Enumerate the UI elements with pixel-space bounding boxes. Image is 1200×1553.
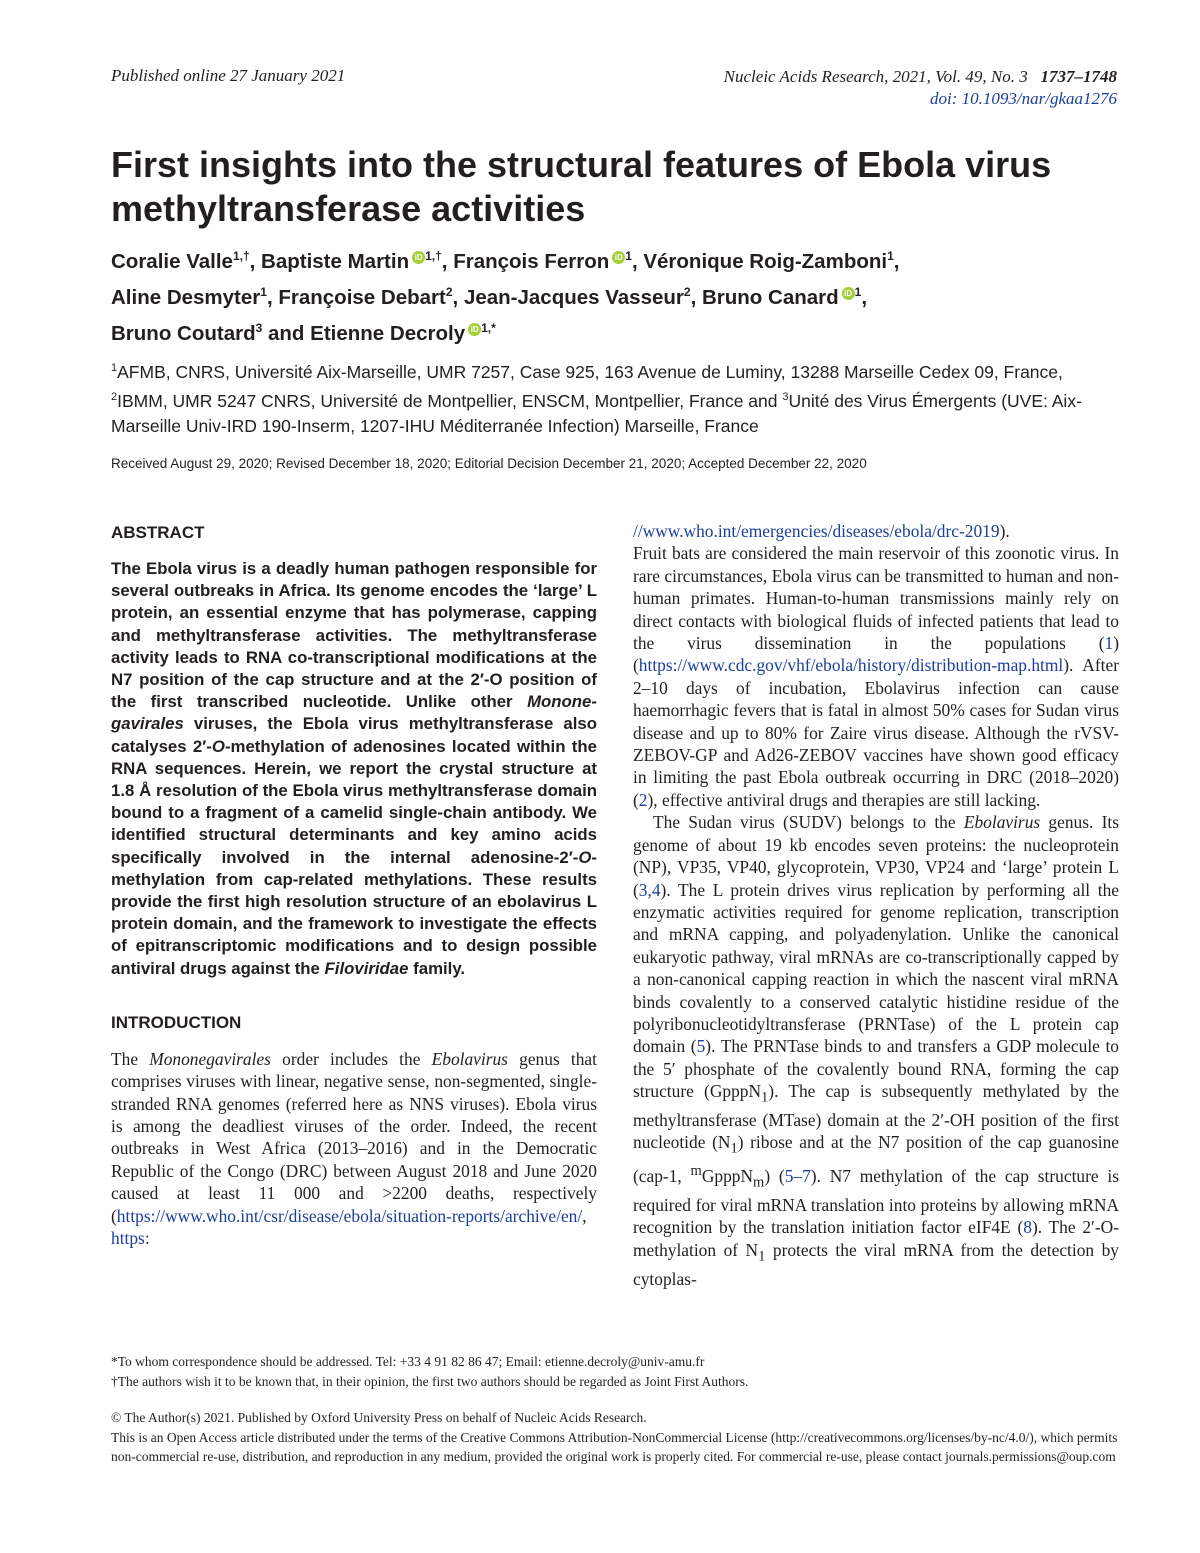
reference-link[interactable]: 1	[1104, 633, 1114, 654]
author-name: Véronique Roig-Zamboni	[643, 249, 888, 273]
author-separator: ,	[631, 249, 644, 273]
affil-marker: 2	[111, 390, 118, 403]
article-dates: Received August 29, 2020; Revised December 18, 2020; Editorial Decision December 21, 2020; Accepted December 22, 2020	[111, 456, 867, 471]
affil-marker: 3	[782, 390, 789, 403]
affiliation-2: IBMM, UMR 5247 CNRS, Université de Montpellier, ENSCM, Montpellier, France and	[117, 390, 783, 411]
author-affiliation-marker: 1,†	[232, 249, 250, 263]
orcid-icon[interactable]: iD	[842, 287, 855, 300]
correspondence-note: *To whom correspondence should be addressed. Tel: +33 4 91 82 86 47; Email: etienne.decroly@univ-amu.fr	[111, 1354, 705, 1369]
published-date: Published online 27 January 2021	[111, 66, 346, 85]
left-column	[111, 522, 597, 1250]
affil-marker: 1	[111, 362, 118, 374]
who-drc-link-part[interactable]: https:	[111, 1228, 150, 1249]
reference-link[interactable]: 8	[1023, 1217, 1032, 1238]
author-affiliation-marker: 2	[445, 284, 453, 299]
author-affiliation-marker: 1	[887, 249, 894, 263]
who-archive-link[interactable]: https://www.who.int/csr/disease/ebola/situation-reports/archive/en/	[116, 1205, 583, 1226]
author-separator: ,	[690, 285, 702, 309]
author-separator: ,	[441, 249, 454, 273]
intro-paragraph-1-continued: //www.who.int/emergencies/diseases/ebola/drc-2019).	[633, 521, 1010, 541]
orcid-icon[interactable]: iD	[468, 323, 481, 336]
author-separator: and	[262, 321, 311, 345]
intro-paragraph-3: The Sudan virus (SUDV) belongs to the Ebolavirus genus. Its genome of about 19 kb encodes seven proteins: the nucleoprotein (NP), VP35, VP40, glycoprotein, VP30, VP24 and ‘large’ protein L (3,4). The L protein drives virus replication by performing all the enzymatic activities required for genome replication, transcription and mRNA capping, and polyadenylation. Unlike the canonical eukaryotic pathway, viral mRNAs are co-transcriptionally capped by a non-canonical capping reaction in which the nascent viral mRNA binds covalently to a conserved catalytic histidine residue of the polyribonucleotidyltransferase (PRNTase) of the L protein cap domain (5). The PRNTase binds to and transfers a GDP molecule to the 5′ phosphate of the covalently bound RNA, forming the cap structure (GpppN$_1$). The cap is subsequently methylated by the methyltransferase (MTase) domain at the 2′-OH position of the first nucleotide $(N_1)$ ribose and at the N7 position of the cap guanosine (cap-1, $^m$GpppN$_m$) (5–7). N7 methylation of the cap structure is required for viral mRNA translation into proteins by allowing mRNA recognition by the translation initiation factor eIF4E (8). The 2′-O-methylation of $N_1$ protects the viral mRNA from the detection by cytoplas-	[633, 812, 1119, 1289]
author-name: Baptiste Martin	[261, 249, 410, 273]
author-list	[111, 241, 1111, 348]
abstract-heading: ABSTRACT	[111, 523, 205, 542]
copyright-notice	[111, 1408, 1131, 1467]
affiliations	[111, 356, 1111, 439]
author-separator: ,	[452, 285, 464, 309]
author-name: Bruno Coutard	[111, 321, 256, 345]
license-text: This is an Open Access article distributed under the terms of the Creative Commons Attribution-NonCommercial License (http://creativecommons.org/licenses/by-nc/4.0/), which permits non-commercial re-use, distribution, and reproduction in any medium, provided the original work is properly cited. For commercial re-use, please contact journals.permissions@oup.com	[111, 1429, 1118, 1464]
journal-citation	[724, 66, 1117, 110]
copyright-line: © The Author(s) 2021. Published by Oxford University Press on behalf of Nucleic Acids Research.	[111, 1410, 647, 1425]
right-column	[633, 520, 1119, 1290]
author-affiliation-marker: 3	[255, 320, 263, 335]
article-title: First insights into the structural features of Ebola virus methyltransferase activities	[111, 144, 1052, 229]
affiliation-3: Unité des Virus Émergents (UVE: Aix-Marseille Univ-IRD 190-Inserm, 1207-IHU Méditerranée Infection) Marseille, France	[111, 390, 1082, 436]
journal-name: Nucleic Acids Research, 2021, Vol. 49, No. 3	[723, 67, 1028, 86]
who-drc-link[interactable]: //www.who.int/emergencies/diseases/ebola/drc-2019	[633, 521, 1000, 541]
abstract-text: The Ebola virus is a deadly human pathogen responsible for several outbreaks in Africa. Its genome encodes the ‘large’ L protein, an essential enzyme that has polymerase, capping and methyltransferase activities. The methyltransferase activity leads to RNA co-transcriptional modifications at the N7 position of the cap structure and at the 2′-O position of the first transcribed nucleotide. Unlike other Mononegavirales viruses, the Ebola virus methyltransferase also catalyses 2′-O-methylation of adenosines located within the RNA sequences. Herein, we report the crystal structure at 1.8 Å resolution of the Ebola virus methyltransferase domain bound to a fragment of a camelid single-chain antibody. We identified structural determinants and key amino acids specifically involved in the internal adenosine-2′-O-methylation from cap-related methylations. These results provide the first high resolution structure of an ebolavirus L protein domain, and the framework to investigate the effects of epitranscriptomic modifications and to design possible antiviral drugs against the Filoviridae family.	[111, 559, 597, 978]
author-affiliation-marker: 1,*	[481, 320, 496, 335]
author-separator: ,	[249, 249, 262, 273]
author-affiliation-marker: 1	[854, 284, 862, 299]
author-name: François Ferron	[453, 249, 610, 273]
intro-paragraph-1: The Mononegavirales order includes the Ebolavirus genus that comprises viruses with linear, negative sense, non-segmented, single-stranded RNA genomes (referred here as NNS viruses). Ebola virus is among the deadliest viruses of the order. Indeed, the recent outbreaks in West Africa (2013–2016) and in the Democratic Republic of the Congo (DRC) between August 2018 and June 2020 caused at least 11 000 and >2200 deaths, respectively (https://www.who.int/csr/disease/ebola/situation-reports/archive/en/, https:	[111, 1048, 597, 1249]
author-separator: ,	[266, 285, 279, 309]
reference-link[interactable]: 5–7	[784, 1166, 811, 1187]
author-affiliation-marker: 1,†	[425, 249, 442, 263]
author-name: Etienne Decroly	[310, 321, 466, 345]
author-name: Françoise Debart	[278, 285, 446, 309]
reference-link[interactable]: 2	[638, 789, 648, 810]
doi-link[interactable]: doi: 10.1093/nar/gkaa1276	[930, 89, 1117, 108]
reference-link[interactable]: 5	[696, 1036, 706, 1057]
author-affiliation-marker: 1	[625, 249, 632, 263]
cdc-map-link[interactable]: https://www.cdc.gov/vhf/ebola/history/distribution-map.html	[638, 655, 1064, 676]
joint-authors-note: †The authors wish it to be known that, in their opinion, the first two authors should be regarded as Joint First Authors.	[111, 1373, 749, 1389]
reference-link[interactable]: 3,4	[638, 879, 661, 900]
author-separator: ,	[861, 285, 868, 309]
affiliation-1: AFMB, CNRS, Université Aix-Marseille, UMR 7257, Case 925, 163 Avenue de Luminy, 13288 Marseille Cedex 09, France,	[117, 361, 1063, 382]
author-name: Coralie Valle	[111, 249, 233, 273]
author-name: Jean-Jacques Vasseur	[463, 285, 684, 309]
introduction-heading: INTRODUCTION	[111, 1012, 242, 1032]
author-name: Aline Desmyter	[111, 285, 261, 309]
author-affiliation-marker: 1	[260, 284, 267, 299]
orcid-icon[interactable]: iD	[412, 251, 425, 264]
intro-paragraph-2: Fruit bats are considered the main reservoir of this zoonotic virus. In rare circumstances, Ebola virus can be transmitted to human and non-human primates. Human-to-human transmissions mainly rely on direct contacts with biological fluids of infected patients that lead to the virus dissemination in the populations (1) (https://www.cdc.gov/vhf/ebola/history/distribution-map.html). After 2–10 days of incubation, Ebolavirus infection can cause haemorrhagic fevers that is fatal in almost 50% cases for Sudan virus disease and up to 80% for Zaire virus disease. Although the rVSV-ZEBOV-GP and Ad26-ZEBOV vaccines have shown good efficacy in limiting the past Ebola outbreak occurring in DRC (2018–2020) (2), effective antiviral drugs and therapies are still lacking.	[633, 543, 1119, 810]
footnotes	[111, 1352, 1131, 1391]
orcid-icon[interactable]: iD	[612, 251, 625, 264]
page-range: 1737–1748	[1040, 67, 1117, 86]
author-affiliation-marker: 2	[683, 284, 691, 299]
author-separator: ,	[893, 249, 900, 273]
author-name: Bruno Canard	[701, 285, 839, 309]
